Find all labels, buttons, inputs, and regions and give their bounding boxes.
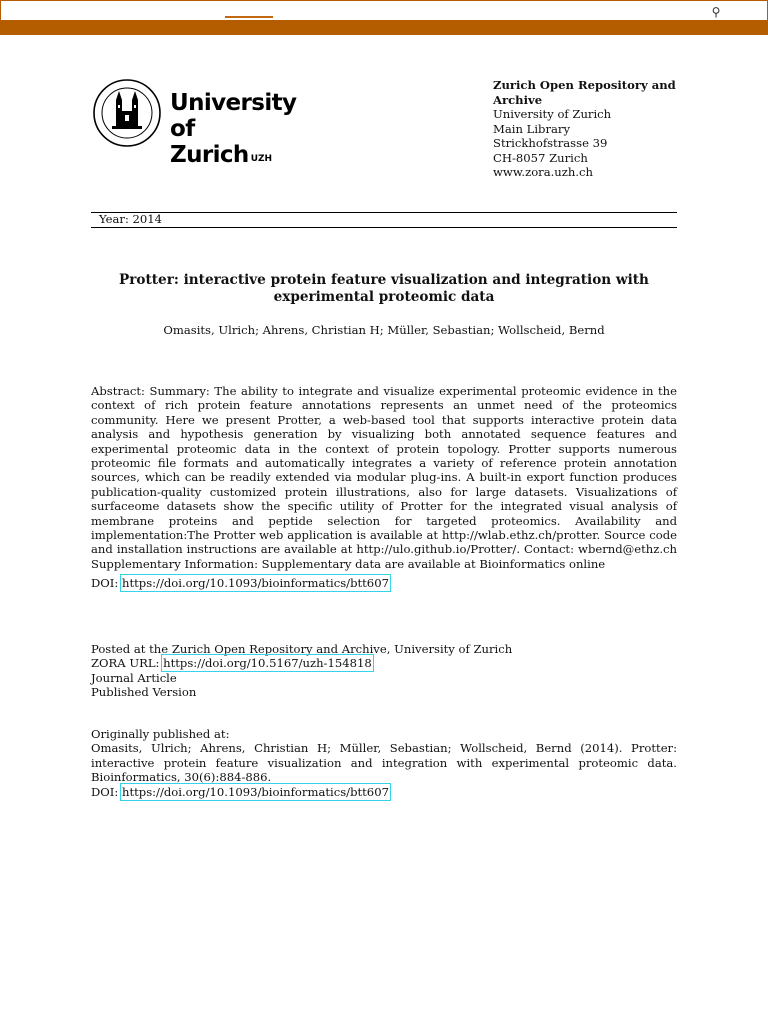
posted-info [91,642,677,700]
tools-icon[interactable]: ⚲ [711,5,721,19]
zora-url-link[interactable]: https://doi.org/10.5167/uzh-154818 [163,656,372,671]
doi-link[interactable]: https://doi.org/10.1093/bioinformatics/btt607 [121,576,389,590]
repository-line: www.zora.uzh.ch [493,165,593,179]
paper-abstract: Abstract: Summary: The ability to integrate and visualize experimental proteomic evidence in the context of rich protein feature annotations represents an unmet need of the proteomics community. Here we present Protter, a web-based tool that supports interactive protein data analysis and hypothesis generation by visualizing both annotated sequence features and experimental proteomic data in the context of protein topology. Protter supports numerous proteomic file formats and automatically integrates a variety of reference protein annotation sources, which can be readily extended via modular plug-ins. A built-in export function produces publication-quality customized protein illustrations, also for large datasets. Visualizations of surfaceome datasets show the specific utility of Protter for the integrated visual analysis of membrane proteins and peptide selection for targeted proteomics. Availability and implementation:The Protter web application is available at http://wlab.ethz.ch/protter. Source code and installation instructions are available at http://ulo.github.io/Protter/. Contact: wbernd@ethz.ch Supplementary Information: Supplementary data are available at Bioinformatics online [91,384,677,571]
article-version: Published Version [91,685,197,700]
repository-address [493,78,693,180]
original-doi-link[interactable]: https://doi.org/10.1093/bioinformatics/btt607 [121,784,389,799]
toolbar-stripe [1,20,767,34]
repository-line: Strickhofstrasse 39 [493,136,608,150]
paper-authors: Omasits, Ulrich; Ahrens, Christian H; Müller, Sebastian; Wollscheid, Bernd [163,323,605,337]
repository-line: University of Zurich [493,107,612,121]
original-doi-label: DOI: [91,784,119,799]
logo-wordmark [170,90,322,168]
paper-title: Protter: interactive protein feature visualization and integration with experimental proteomic data [119,272,649,305]
doi-line [91,576,677,590]
original-citation: Omasits, Ulrich; Ahrens, Christian H; Müller, Sebastian; Wollscheid, Bernd (2014). Protter: interactive protein feature visualization and integration with experimental proteomic data. Bioinformatics, 30(6):884-886. [91,741,677,785]
logo-line-2: Zurich [170,142,249,168]
repository-line: CH-8057 Zurich [493,150,588,165]
university-seal-icon [92,78,162,148]
logo-uzh: UZH [250,154,273,164]
original-label: Originally published at: [91,727,230,741]
university-logo [92,78,322,168]
repository-line: Main Library [493,121,571,136]
divider [91,212,677,213]
zora-url-label: ZORA URL: [91,656,160,671]
doi-label: DOI: [91,576,119,590]
divider [91,227,677,228]
posted-line: Posted at the Zurich Open Repository and Archive, University of Zurich [91,642,513,656]
original-publication [91,727,677,799]
logo-line-1: University of [170,90,297,142]
top-toolbar [0,0,768,35]
active-tab-indicator[interactable] [225,16,273,18]
repository-title: Zurich Open Repository and Archive [493,78,676,107]
publication-year: Year: 2014 [99,212,163,226]
article-type: Journal Article [91,670,177,685]
